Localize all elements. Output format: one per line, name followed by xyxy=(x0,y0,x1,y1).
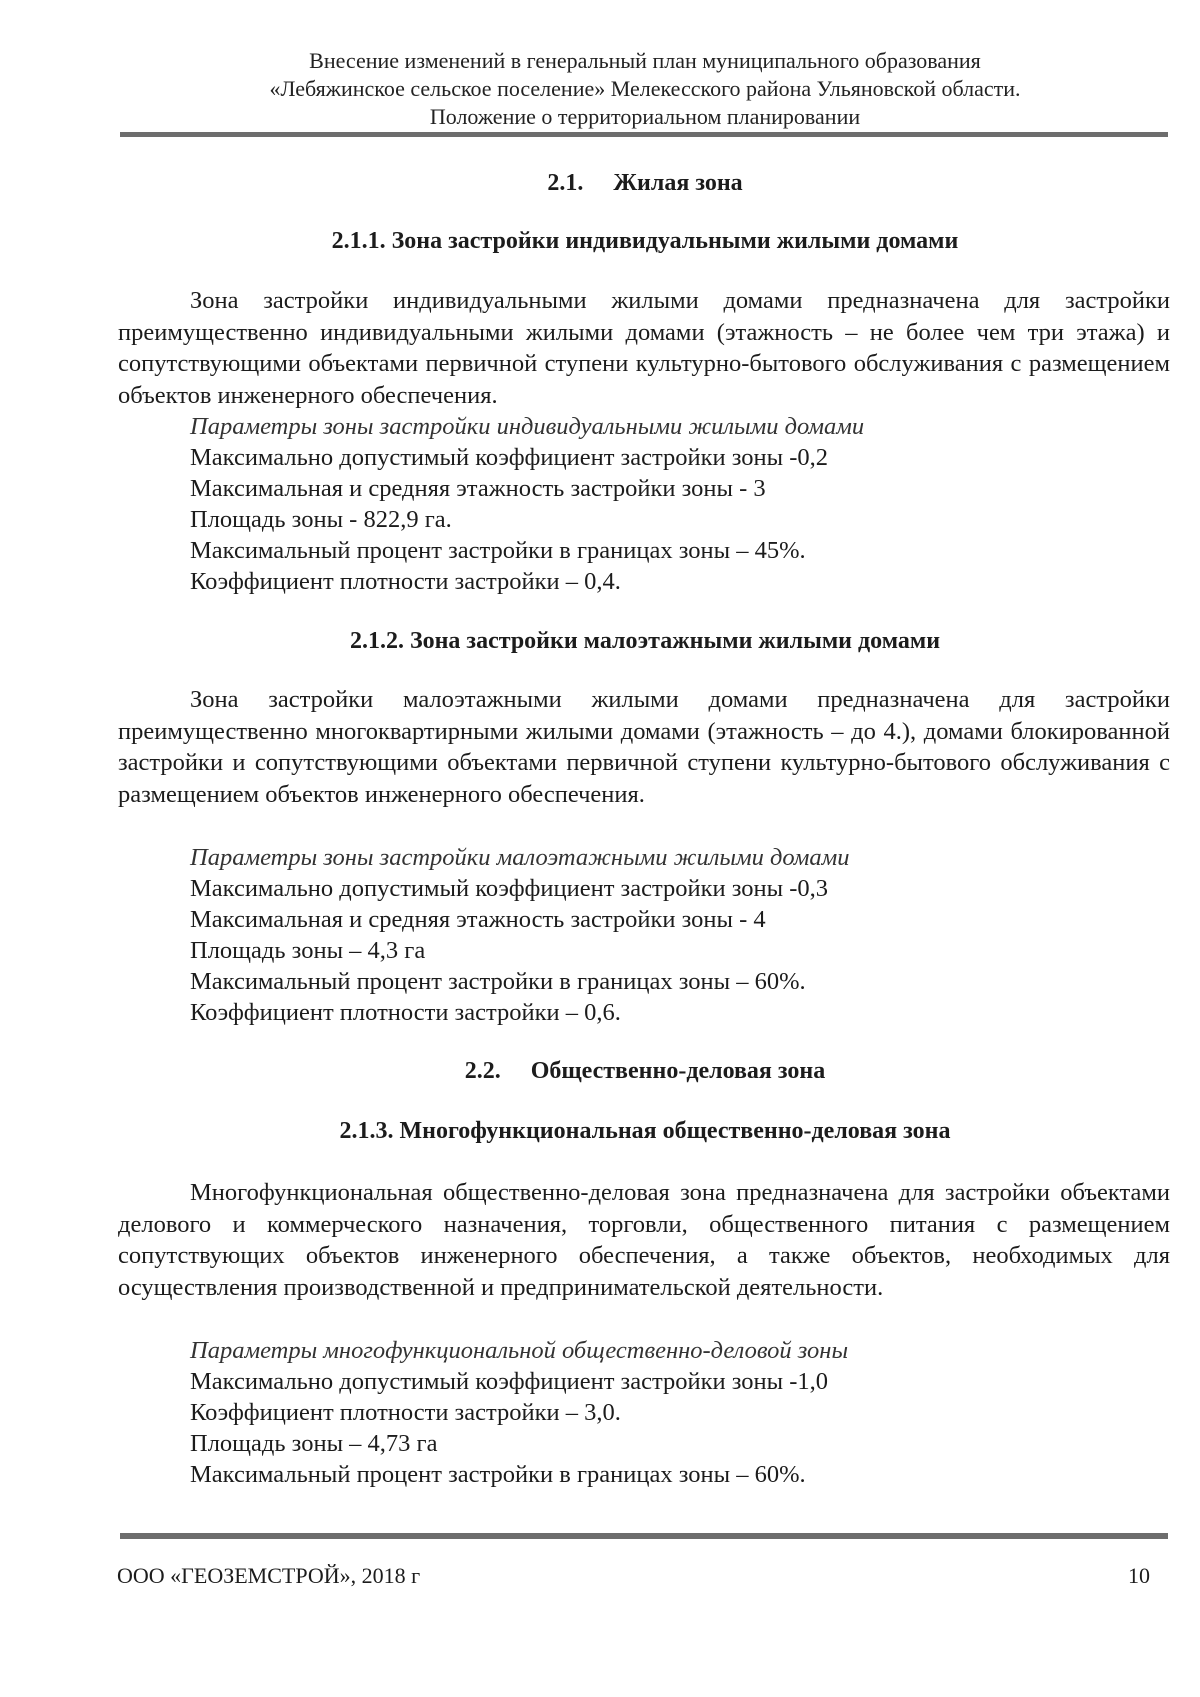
header-rule xyxy=(120,132,1168,137)
section-title: Общественно-деловая зона xyxy=(530,1058,826,1084)
header-line-3: Положение о территориальном планировании xyxy=(429,104,861,129)
subsection-heading-2-1-3: 2.1.3. Многофункциональная общественно-деловая зона xyxy=(339,1118,951,1144)
header-line-1: Внесение изменений в генеральный план муниципального образования xyxy=(309,48,981,73)
param-line: Максимальный процент застройки в границах зоны – 60%. xyxy=(190,1461,806,1488)
section-number: 2.1. xyxy=(547,170,584,196)
param-line: Максимальная и средняя этажность застройки зоны - 3 xyxy=(190,475,766,502)
page-number: 10 xyxy=(1128,1563,1150,1588)
param-line: Максимально допустимый коэффициент застройки зоны -1,0 xyxy=(190,1368,829,1395)
section-title: Жилая зона xyxy=(613,170,743,196)
params-title-2-1-2: Параметры зоны застройки малоэтажными жилыми домами xyxy=(190,844,850,871)
section-heading-2-2 xyxy=(120,1056,1170,1086)
header-line-2: «Лебяжинское сельское поселение» Мелекесского района Ульяновской области. xyxy=(269,76,1021,101)
paragraph-2-1-1: Зона застройки индивидуальными жилыми домами предназначена для застройки преимущественно индивидуальными жилыми домами (этажность – не более чем три этажа) и сопутствующими объектами первичной ступени культурно-бытового обслуживания с размещением объектов инженерного обеспечения. xyxy=(118,287,1170,409)
param-line: Максимально допустимый коэффициент застройки зоны -0,2 xyxy=(190,444,829,471)
param-line: Площадь зоны – 4,3 га xyxy=(190,937,426,964)
params-title-2-1-1: Параметры зоны застройки индивидуальными жилыми домами xyxy=(190,413,865,440)
param-line: Максимальная и средняя этажность застройки зоны - 4 xyxy=(190,906,766,933)
param-line: Коэффициент плотности застройки – 3,0. xyxy=(190,1399,621,1426)
params-title-2-1-3: Параметры многофункциональной общественно-деловой зоны xyxy=(190,1337,849,1364)
param-line: Максимальный процент застройки в границах зоны – 60%. xyxy=(190,968,806,995)
subsection-heading-2-1-1: 2.1.1. Зона застройки индивидуальными жилыми домами xyxy=(331,228,959,254)
param-line: Максимально допустимый коэффициент застройки зоны -0,3 xyxy=(190,875,829,902)
footer-company: ООО «ГЕОЗЕМСТРОЙ», 2018 г xyxy=(117,1563,421,1588)
section-heading-2-1 xyxy=(120,168,1170,198)
section-number: 2.2. xyxy=(464,1058,501,1084)
subsection-heading-2-1-2: 2.1.2. Зона застройки малоэтажными жилыми домами xyxy=(349,628,941,654)
param-line: Максимальный процент застройки в границах зоны – 45%. xyxy=(190,537,806,564)
paragraph-2-1-3: Многофункциональная общественно-деловая зона предназначена для застройки объектами делового и коммерческого назначения, торговли, общественного питания с размещением сопутствующих объектов инженерного обеспечения, а также объектов, необходимых для осуществления производственной и предпринимательской деятельности. xyxy=(118,1179,1170,1301)
param-line: Площадь зоны - 822,9 га. xyxy=(190,506,452,533)
footer-rule xyxy=(120,1533,1168,1539)
param-line: Площадь зоны – 4,73 га xyxy=(190,1430,438,1457)
param-line: Коэффициент плотности застройки – 0,4. xyxy=(190,568,621,595)
param-line: Коэффициент плотности застройки – 0,6. xyxy=(190,999,621,1026)
paragraph-2-1-2: Зона застройки малоэтажными жилыми домами предназначена для застройки преимущественно многоквартирными жилыми домами (этажность – до 4.), домами блокированной застройки и сопутствующими объектами первичной ступени культурно-бытового обслуживания с размещением объектов инженерного обеспечения. xyxy=(118,686,1170,808)
